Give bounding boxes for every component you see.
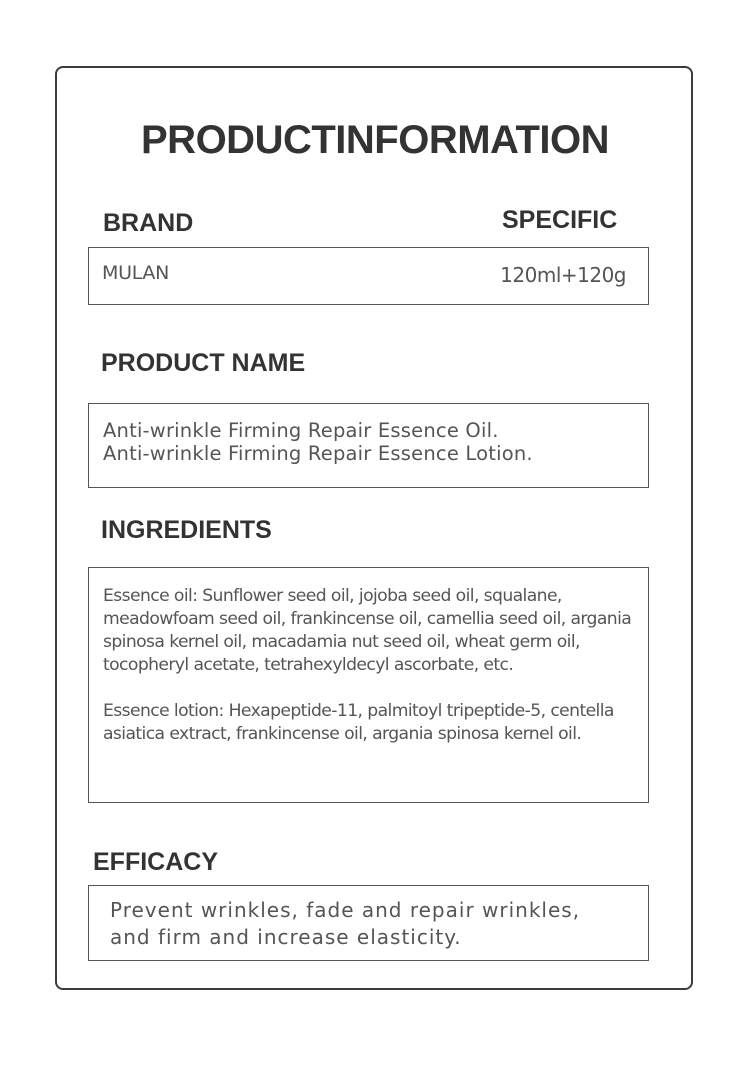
- product-name-box: [88, 403, 649, 488]
- brand-heading: BRAND: [103, 209, 194, 237]
- specific-heading: SPECIFIC: [502, 206, 618, 234]
- brand-value: MULAN: [102, 262, 170, 284]
- ingredients-box: [88, 567, 649, 803]
- ingredients-essence-oil: Essence oil: Sunflower seed oil, jojoba seed oil, squalane, meadowfoam seed oil, frankincense oil, camellia seed oil, argania spinosa kernel oil, macadamia nut seed oil, wheat germ oil, tocopheryl acetate, tetrahexyldecyl ascorbate, etc.: [103, 586, 632, 675]
- specific-value: 120ml+120g: [500, 263, 626, 287]
- efficacy-box: [88, 885, 649, 961]
- efficacy-line-1: Prevent wrinkles, fade and repair wrinkles,: [110, 898, 581, 922]
- efficacy-heading: EFFICACY: [93, 848, 218, 876]
- product-name-heading: PRODUCT NAME: [101, 349, 306, 377]
- ingredients-essence-lotion: Essence lotion: Hexapeptide-11, palmitoyl tripeptide-5, centella asiatica extract, frankincense oil, argania spinosa kernel oil.: [103, 701, 614, 744]
- product-name-line-1: Anti-wrinkle Firming Repair Essence Oil.: [103, 419, 499, 442]
- product-name-line-2: Anti-wrinkle Firming Repair Essence Lotion.: [103, 442, 533, 465]
- page-title: PRODUCTINFORMATION: [141, 118, 609, 162]
- ingredients-heading: INGREDIENTS: [101, 516, 272, 544]
- brand-specific-box: [88, 247, 649, 305]
- efficacy-line-2: and firm and increase elasticity.: [110, 925, 462, 949]
